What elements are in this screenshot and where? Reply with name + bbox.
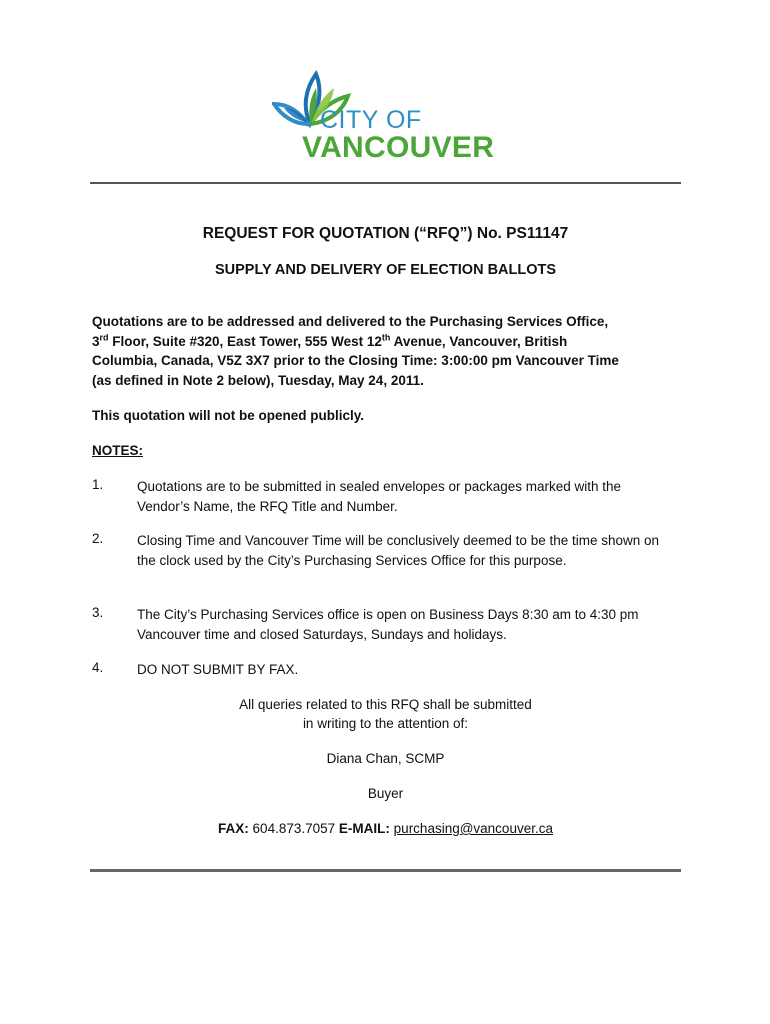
fax-label: FAX: <box>218 821 249 836</box>
email-link[interactable]: purchasing@vancouver.ca <box>393 821 553 836</box>
intro-line-1: Quotations are to be addressed and delivered to the Purchasing Services Office, <box>92 314 609 329</box>
logo-text-city-of: CITY OF <box>320 106 422 134</box>
queries-line-2: in writing to the attention of: <box>302 716 469 731</box>
buyer-role: Buyer <box>367 786 404 801</box>
note-number-3: 3. <box>92 605 104 620</box>
intro-line-4: (as defined in Note 2 below), Tuesday, May 24, 2011. <box>92 372 424 388</box>
note-number-4: 4. <box>92 660 104 675</box>
document-title: REQUEST FOR QUOTATION (“RFQ”) No. PS11147 <box>202 225 569 242</box>
top-divider <box>90 182 681 184</box>
note-text-1: Quotations are to be submitted in sealed envelopes or packages marked with the Vendor’s Name, the RFQ Title and Number. <box>137 479 622 514</box>
queries-line-1: All queries related to this RFQ shall be submitted <box>239 697 532 712</box>
fax-number: 604.873.7057 <box>252 821 336 836</box>
buyer-name: Diana Chan, SCMP <box>326 751 445 766</box>
city-of-vancouver-logo <box>272 66 502 170</box>
logo-text-vancouver: VANCOUVER <box>302 131 495 164</box>
intro-line-2: 3rd Floor, Suite #320, East Tower, 555 West 12th Avenue, Vancouver, British <box>92 332 568 349</box>
document-subtitle: SUPPLY AND DELIVERY OF ELECTION BALLOTS <box>214 262 557 278</box>
notes-heading: NOTES: <box>92 443 144 458</box>
note-number-2: 2. <box>92 531 104 546</box>
contact-line <box>90 819 681 839</box>
note-text-2: Closing Time and Vancouver Time will be conclusively deemed to be the time shown on the clock used by the City’s Purchasing Services Office for this purpose. <box>137 533 660 568</box>
intro-paragraph <box>92 312 682 390</box>
note-text-3: The City’s Purchasing Services office is open on Business Days 8:30 am to 4:30 pm Vancouver time and closed Saturdays, Sundays and holidays. <box>137 607 639 642</box>
not-public-notice: This quotation will not be opened publicly. <box>92 408 364 423</box>
intro-line-3: Columbia, Canada, V5Z 3X7 prior to the Closing Time: 3:00:00 pm Vancouver Time <box>92 353 619 368</box>
note-number-1: 1. <box>92 477 104 492</box>
email-label: E-MAIL: <box>338 821 390 836</box>
note-text-4: DO NOT SUBMIT BY FAX. <box>137 662 299 677</box>
bottom-divider <box>90 869 681 872</box>
